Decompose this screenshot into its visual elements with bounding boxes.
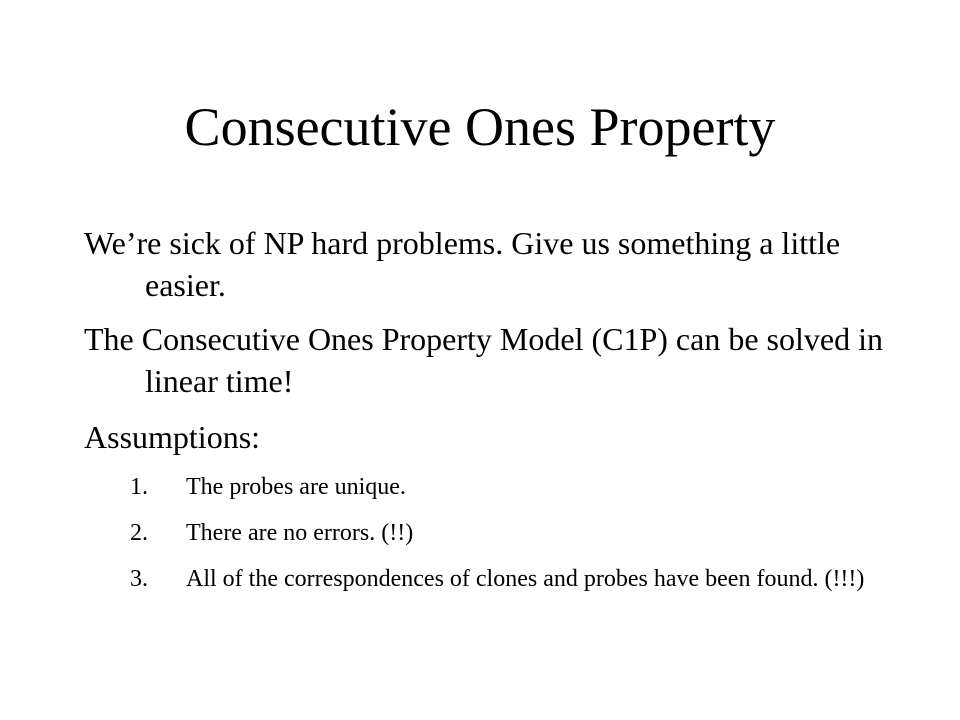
bullet-text: We’re sick of NP hard problems. Give us something a little easier.	[84, 225, 841, 303]
assumption-number: 1.	[130, 474, 148, 500]
assumption-number: 2.	[130, 520, 148, 546]
assumption-text: The probes are unique.	[186, 474, 406, 500]
assumption-text: All of the correspondences of clones and probes have been found. (!!!)	[186, 566, 865, 592]
bullet-item-c1p-model	[84, 318, 914, 402]
assumption-number: 3.	[130, 566, 148, 592]
assumption-text: There are no errors. (!!)	[186, 520, 414, 546]
bullet-item-assumptions	[84, 416, 914, 458]
bullet-item-np-hard	[84, 222, 914, 306]
bullet-text: Assumptions:	[84, 419, 261, 455]
bullet-text: The Consecutive Ones Property Model (C1P) can be solved in linear time!	[84, 321, 883, 399]
slide-title: Consecutive Ones Property	[184, 97, 776, 157]
